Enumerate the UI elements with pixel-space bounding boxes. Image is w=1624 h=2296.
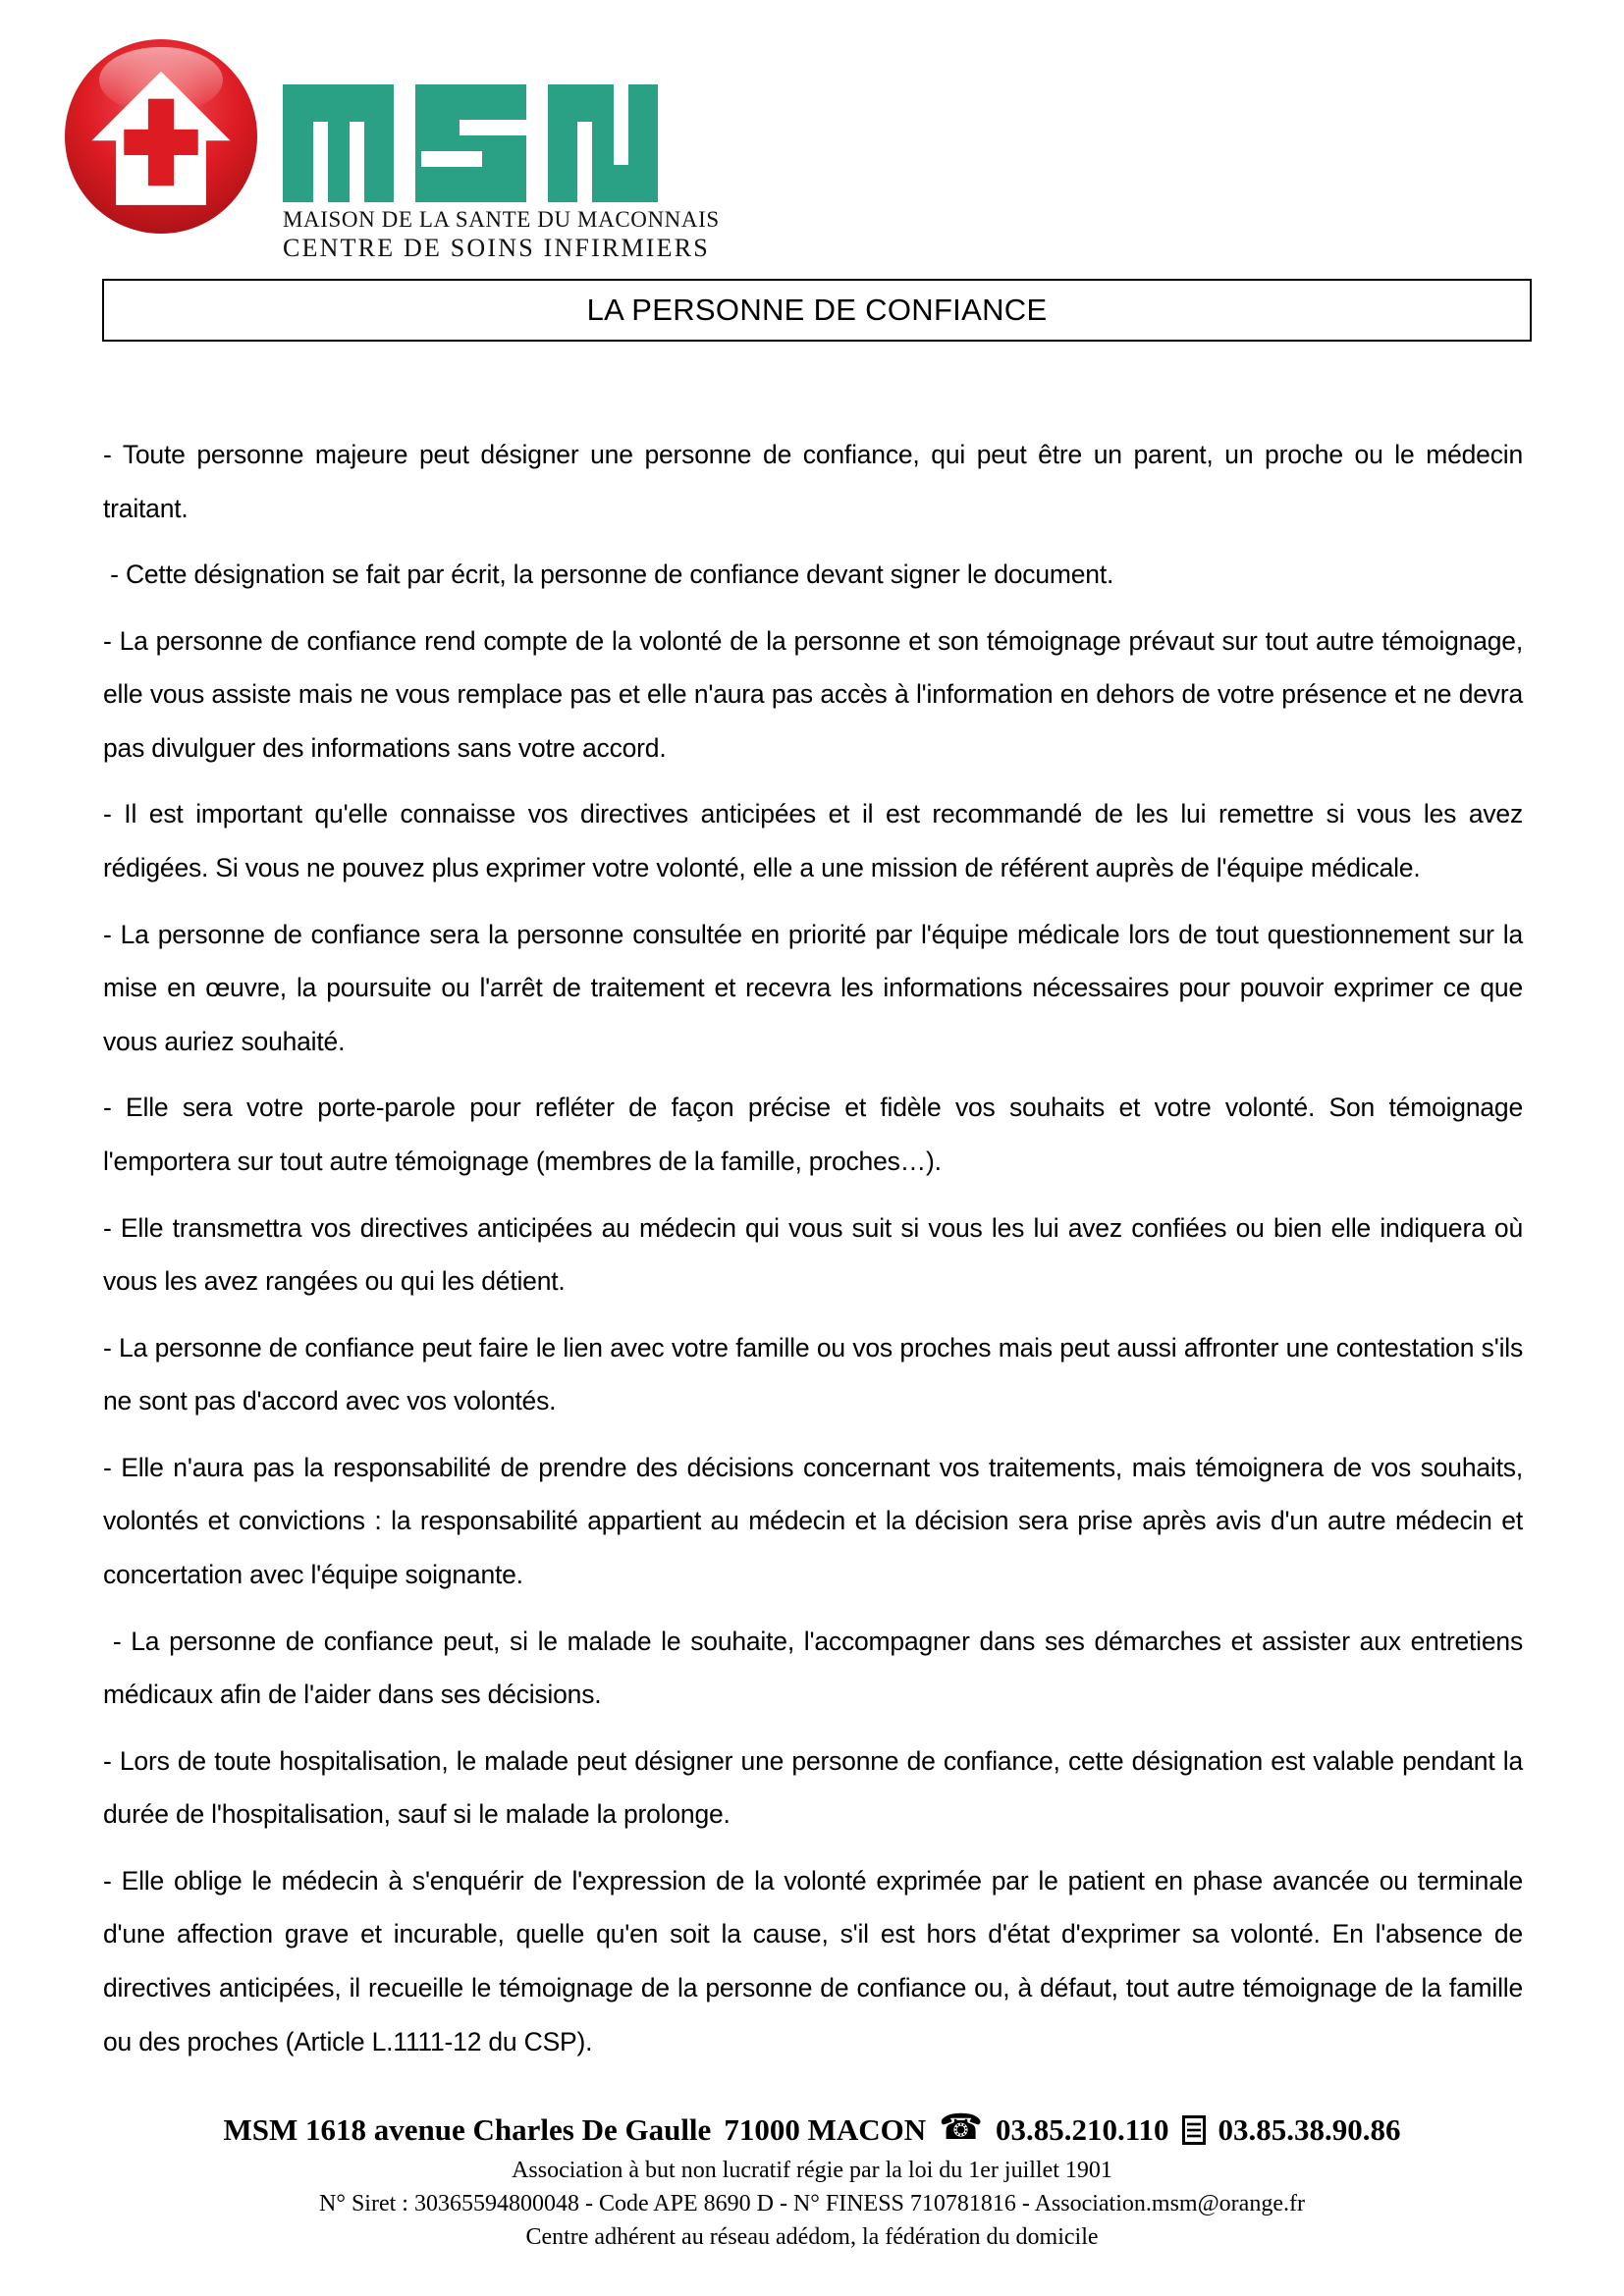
footer-association-line: Association à but non lucratif régie par la loi du 1er juillet 1901 (512, 2158, 1112, 2183)
title-box (102, 279, 1532, 342)
logo-subtitle-2: CENTRE DE SOINS INFIRMIERS (283, 234, 710, 262)
footer-siret-line: N° Siret : 30365594800048 - Code APE 8690 D - N° FINESS 710781816 - Association.msm@orange.fr (319, 2191, 1305, 2217)
body-paragraph: - Cette désignation se fait par écrit, la personne de confiance devant signer le document. (103, 560, 1114, 590)
document-body (103, 428, 1523, 2081)
footer-network-line: Centre adhérent au réseau adédom, la fédération du domicile (525, 2224, 1099, 2251)
msm-logo (65, 39, 720, 263)
body-paragraph: - Toute personne majeure peut désigner une personne de confiance, qui peut être un parent, un proche ou le médecin traitant. (103, 440, 1523, 523)
body-paragraph: - La personne de confiance rend compte de la volonté de la personne et son témoignage prévaut sur tout autre témoignage, elle vous assiste mais ne vous remplace pas et elle n'aura pas accès à l'information en dehors de votre présence et ne devra pas divulguer des informations sans votre accord. (103, 625, 1523, 763)
footer-fax-number: 03.85.38.90.86 (1218, 2112, 1401, 2147)
body-paragraph: - Il est important qu'elle connaisse vos directives anticipées et il est recommandé de les lui remettre si vous les avez rédigées. Si vous ne pouvez plus exprimer votre volonté, elle a une mission de référent auprès de l'équipe médicale. (103, 799, 1523, 883)
body-paragraph: - La personne de confiance sera la personne consultée en priorité par l'équipe médicale lors de tout questionnement sur la mise en œuvre, la poursuite ou l'arrêt de traitement et recevra les informations nécessaires pour pouvoir exprimer ce que vous auriez souhaité. (103, 919, 1523, 1056)
msm-logotype-icon (283, 84, 658, 202)
body-paragraph: - Elle oblige le médecin à s'enquérir de l'expression de la volonté exprimée par le patient en phase avancée ou terminale d'une affection grave et incurable, quelle qu'en soit la cause, s'il est hors d'état d'exprimer sa volonté. En l'absence de directives anticipées, il recueille le témoignage de la personne de confiance ou, à défaut, tout autre témoignage de la famille ou des proches (Article L.1111-12 du CSP). (103, 1865, 1523, 2056)
body-paragraph: - Lors de toute hospitalisation, le malade peut désigner une personne de confiance, cette désignation est valable pendant la durée de l'hospitalisation, sauf si le malade la prolonge. (103, 1745, 1523, 1830)
fax-document-icon (1182, 2115, 1206, 2145)
body-paragraph: - Elle sera votre porte-parole pour refléter de façon précise et fidèle vos souhaits et votre volonté. Son témoignage l'emportera sur tout autre témoignage (membres de la famille, proches…). (103, 1093, 1523, 1176)
telephone-icon: ☎ (939, 2108, 983, 2148)
page-title: LA PERSONNE DE CONFIANCE (586, 293, 1048, 327)
footer-contact-line (0, 2108, 1624, 2148)
footer-city: 71000 MACON (724, 2112, 927, 2147)
body-paragraph: - La personne de confiance peut, si le malade le souhaite, l'accompagner dans ses démarches et assister aux entretiens médicaux afin de l'aider dans ses décisions. (103, 1626, 1523, 1710)
house-cross-icon (65, 39, 257, 234)
msm-logotype (283, 84, 720, 263)
footer-address: MSM 1618 avenue Charles De Gaulle (223, 2112, 712, 2147)
body-paragraph: - Elle n'aura pas la responsabilité de prendre des décisions concernant vos traitements, mais témoignera de vos souhaits, volontés et convictions : la responsabilité appartient au médecin et la décision sera prise après avis d'un autre médecin et concertation avec l'équipe soignante. (103, 1452, 1523, 1589)
document-footer (0, 2108, 1624, 2254)
body-paragraph: - Elle transmettra vos directives anticipées au médecin qui vous suit si vous les lui avez confiées ou bien elle indiquera où vous les avez rangées ou qui les détient. (103, 1212, 1523, 1297)
body-paragraph: - La personne de confiance peut faire le lien avec votre famille ou vos proches mais peut aussi affronter une contestation s'ils ne sont pas d'accord avec vos volontés. (103, 1332, 1523, 1416)
logo-subtitle-1: MAISON DE LA SANTE DU MACONNAIS (283, 207, 720, 232)
footer-phone-number: 03.85.210.110 (995, 2112, 1169, 2147)
